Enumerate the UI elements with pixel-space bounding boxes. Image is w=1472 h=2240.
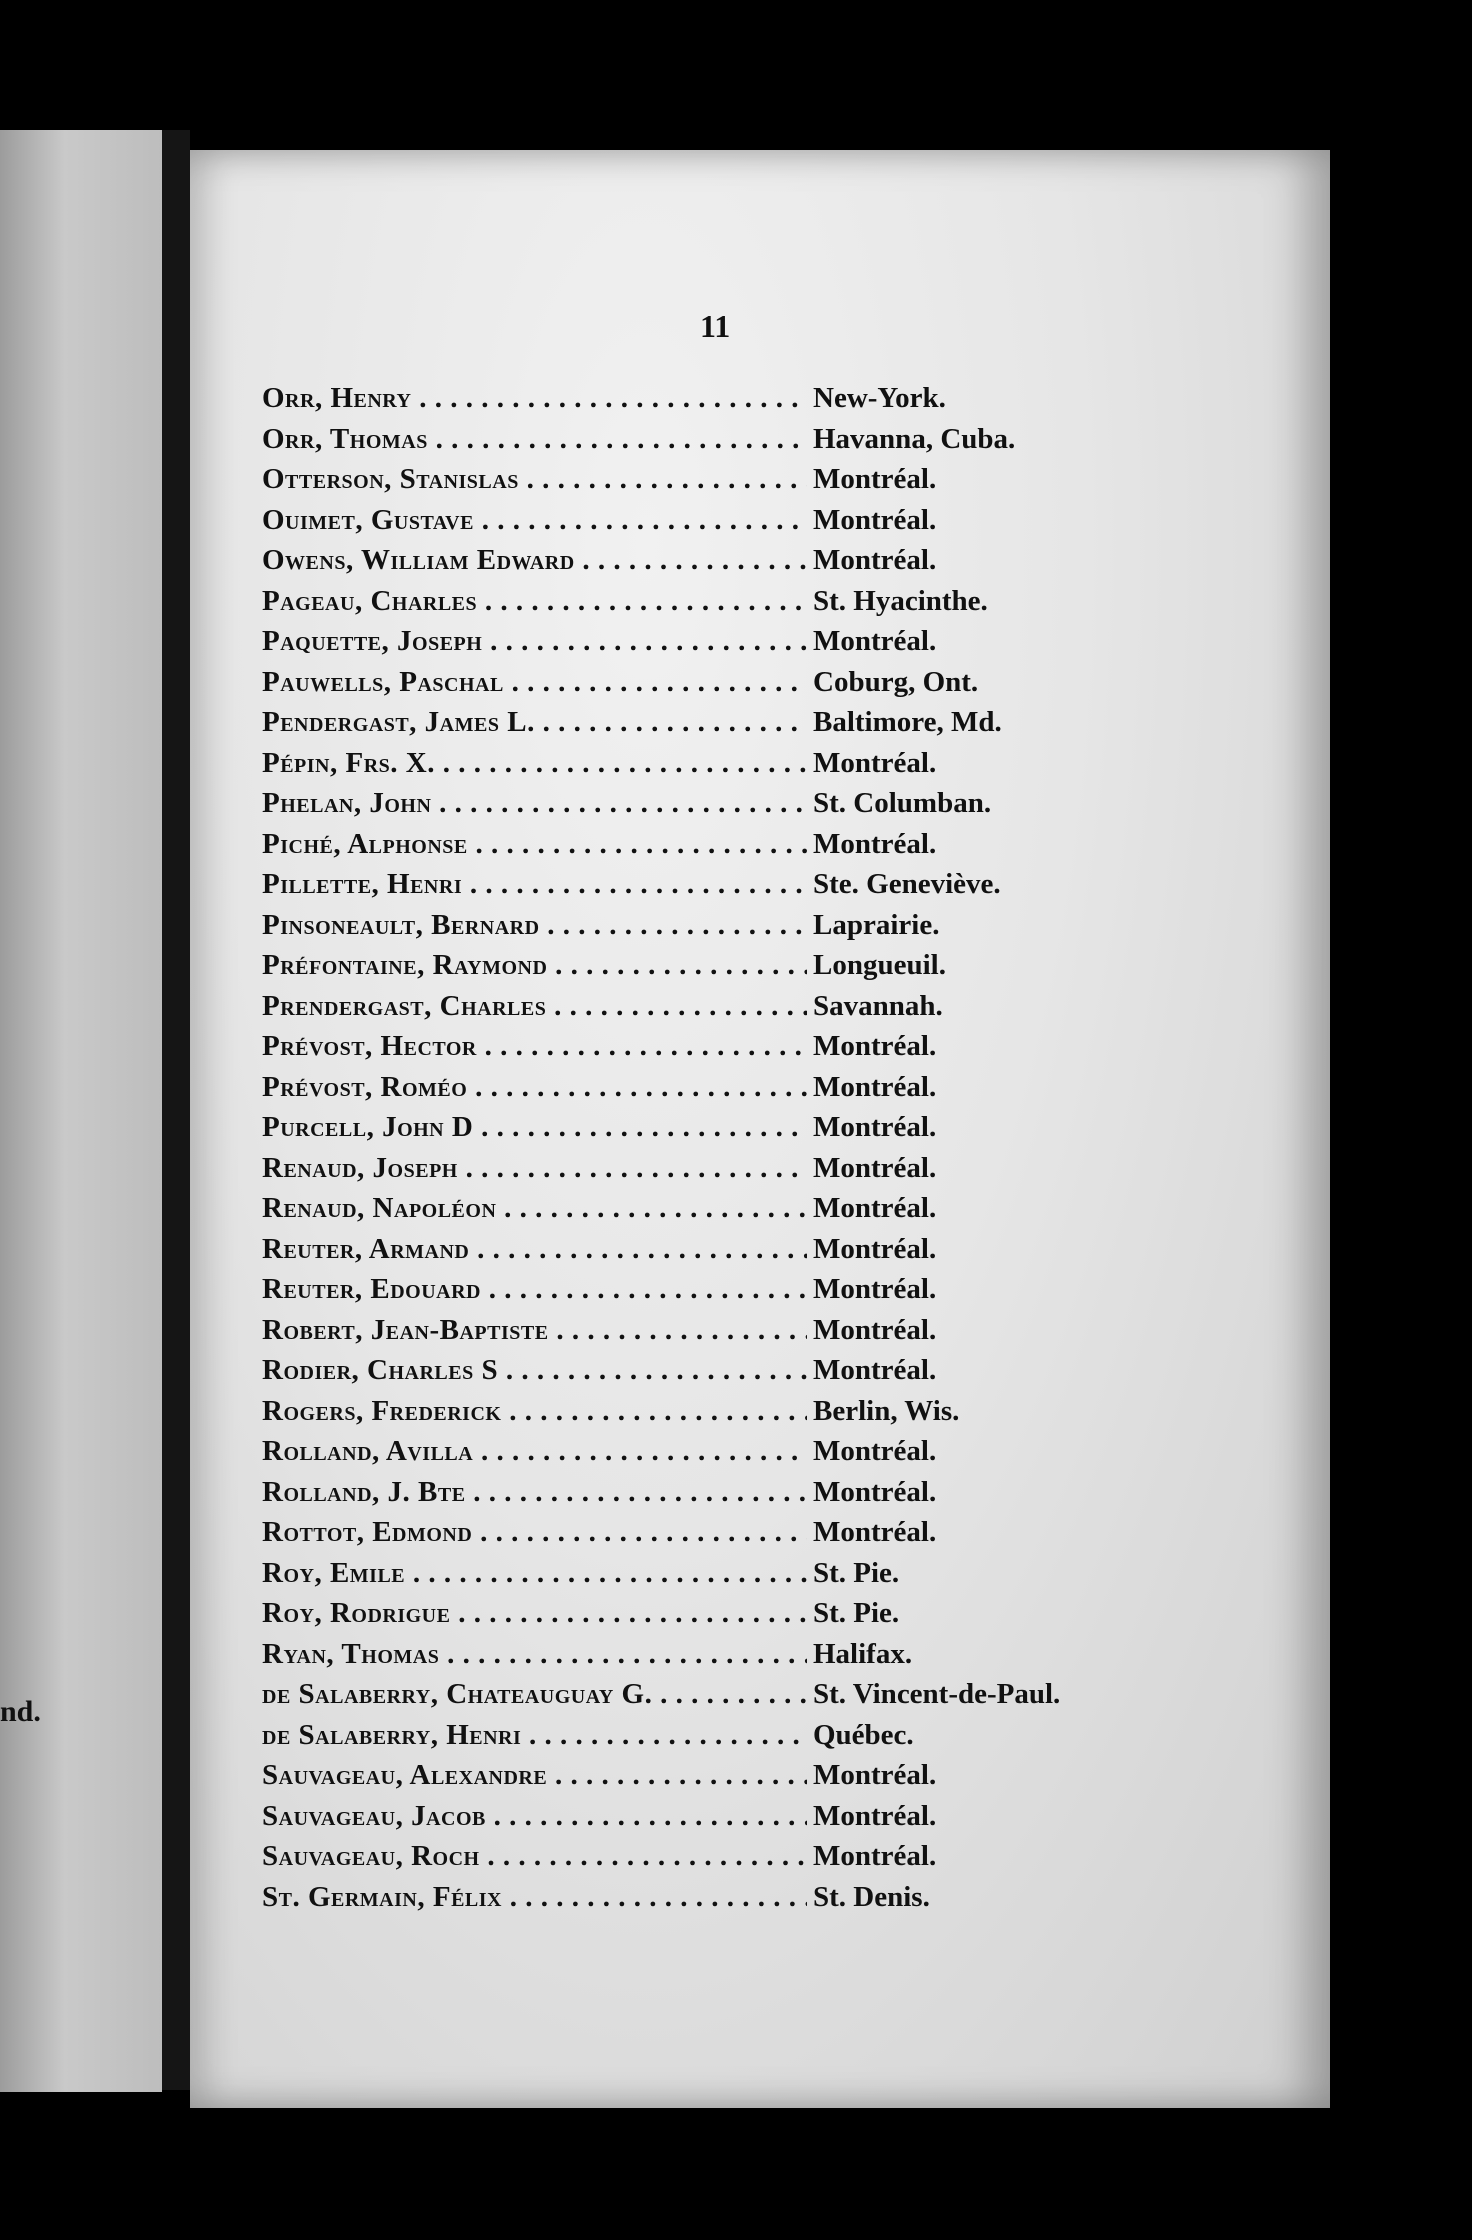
entry-name: Piché, Alphonse . . . [262, 824, 807, 865]
list-item [262, 540, 1062, 581]
entry-name: Renaud, Joseph . . . [262, 1148, 807, 1189]
list-item [262, 1593, 1062, 1634]
list-item [262, 1877, 1062, 1918]
entry-name: Pillette, Henri . . . [262, 864, 807, 905]
entry-name: Ryan, Thomas . . . [262, 1634, 807, 1675]
entry-name: Pendergast, James L. . . . [262, 702, 807, 743]
list-item [262, 662, 1062, 703]
entry-name: Orr, Thomas . . . [262, 419, 807, 460]
list-item [262, 1472, 1062, 1513]
entry-name: Sauvageau, Roch . . . [262, 1836, 807, 1877]
entry-place: Coburg, Ont. [813, 665, 979, 698]
entry-name: Sauvageau, Alexandre . . . [262, 1755, 807, 1796]
entry-name: Phelan, John . . . [262, 783, 807, 824]
entry-place: Montréal. [813, 746, 937, 779]
list-item [262, 743, 1062, 784]
list-item [262, 1188, 1062, 1229]
entry-place: Montréal. [813, 1151, 937, 1184]
entry-place: Baltimore, Md. [813, 706, 1002, 738]
list-item [262, 1148, 1062, 1189]
entry-place: St. Pie. [813, 1556, 900, 1589]
entry-place: Montréal. [813, 1030, 937, 1062]
list-item [262, 581, 1062, 622]
list-item [262, 1755, 1062, 1796]
entry-place: Halifax. [813, 1637, 913, 1670]
list-item [262, 1107, 1062, 1148]
entry-place: Berlin, Wis. [813, 1394, 960, 1427]
entry-name: Rolland, Avilla . . . [262, 1431, 807, 1472]
list-item [262, 1634, 1062, 1675]
entry-name: Rogers, Frederick . . . [262, 1391, 807, 1432]
entry-place: Montréal. [813, 463, 937, 495]
left-page-fragment: nd. [0, 1695, 41, 1728]
entry-place: St. Denis. [813, 1880, 930, 1913]
list-item [262, 783, 1062, 824]
entry-place: Montréal. [813, 1516, 937, 1548]
entry-place: Montréal. [813, 1354, 937, 1386]
entry-name: Robert, Jean-Baptiste . . . [262, 1310, 807, 1351]
entry-name: Otterson, Stanislas . . . [262, 459, 807, 500]
entry-place: Montréal. [813, 1759, 937, 1791]
list-item [262, 945, 1062, 986]
entry-place: Montréal. [813, 1840, 937, 1872]
entry-name: Roy, Rodrigue . . . [262, 1593, 807, 1634]
entry-place: St. Hyacinthe. [813, 584, 988, 617]
entry-name: Rottot, Edmond . . . [262, 1512, 807, 1553]
entry-place: Québec. [813, 1718, 914, 1751]
entry-name: Renaud, Napoléon . . . [262, 1188, 807, 1229]
entry-place: Laprairie. [813, 908, 940, 941]
entry-place: Longueuil. [813, 949, 946, 981]
entry-place: Montréal. [813, 1435, 937, 1467]
list-item [262, 1269, 1062, 1310]
list-item [262, 824, 1062, 865]
entry-place: Montréal. [813, 1070, 937, 1103]
list-item [262, 702, 1062, 743]
list-item [262, 1391, 1062, 1432]
entry-name: Prévost, Hector . . . [262, 1026, 807, 1067]
entry-place: Montréal. [813, 544, 937, 576]
list-item [262, 1350, 1062, 1391]
entry-name: Prendergast, Charles . . . [262, 986, 807, 1027]
list-item [262, 1310, 1062, 1351]
entry-place: Havanna, Cuba. [813, 422, 1016, 455]
entry-name: Pinsoneault, Bernard . . . [262, 905, 807, 946]
entry-place: New-York. [813, 382, 946, 414]
entry-name: Ouimet, Gustave . . . [262, 500, 807, 541]
list-item [262, 1796, 1062, 1837]
list-item [262, 864, 1062, 905]
entry-name: Purcell, John D . . . [262, 1107, 807, 1148]
entry-place: Montréal. [813, 827, 937, 860]
entry-name: Owens, William Edward . . . [262, 540, 807, 581]
entry-name: Pageau, Charles . . . [262, 581, 807, 622]
entry-name: Reuter, Armand . . . [262, 1229, 807, 1270]
left-page [0, 130, 162, 2092]
page-number: 11 [700, 308, 731, 344]
entry-place: Montréal. [813, 1273, 937, 1305]
list-item [262, 1026, 1062, 1067]
list-item [262, 986, 1062, 1027]
entry-place: Montréal. [813, 1111, 937, 1143]
list-item [262, 1067, 1062, 1108]
entry-name: Rolland, J. Bte . . . [262, 1472, 807, 1513]
entry-name: Roy, Emile . . . [262, 1553, 807, 1594]
entry-place: Ste. Geneviève. [813, 868, 1001, 900]
list-item [262, 621, 1062, 662]
list-item [262, 1229, 1062, 1270]
list-item [262, 1674, 1062, 1715]
entry-place: Montréal. [813, 1313, 937, 1346]
entry-name: de Salaberry, Chateauguay G. . . . [262, 1674, 807, 1715]
entry-place: Montréal. [813, 1192, 937, 1224]
entry-name: Prévost, Roméo . . . [262, 1067, 807, 1108]
entry-name: Rodier, Charles S . . . [262, 1350, 807, 1391]
entry-place: St. Vincent-de-Paul. [813, 1678, 1061, 1710]
book-gutter [162, 130, 190, 2090]
list-item [262, 500, 1062, 541]
list-item [262, 419, 1062, 460]
entry-name: Orr, Henry . . . [262, 378, 807, 419]
entry-place: Montréal. [813, 503, 937, 536]
entry-name: de Salaberry, Henri . . . [262, 1715, 807, 1756]
list-item [262, 1553, 1062, 1594]
list-item [262, 905, 1062, 946]
list-item [262, 1431, 1062, 1472]
list-item [262, 459, 1062, 500]
entry-name: Reuter, Edouard . . . [262, 1269, 807, 1310]
entry-place: Montréal. [813, 625, 937, 657]
list-item [262, 378, 1062, 419]
entry-place: St. Pie. [813, 1597, 900, 1629]
entry-place: Montréal. [813, 1799, 937, 1832]
entry-place: Montréal. [813, 1232, 937, 1265]
entry-name: Préfontaine, Raymond . . . [262, 945, 807, 986]
list-item [262, 1836, 1062, 1877]
entry-place: Montréal. [813, 1475, 937, 1508]
entry-list [262, 378, 1062, 1917]
entry-place: Savannah. [813, 989, 943, 1022]
entry-place: St. Columban. [813, 787, 992, 819]
entry-name: Pauwells, Paschal . . . [262, 662, 807, 703]
list-item [262, 1715, 1062, 1756]
entry-name: Sauvageau, Jacob . . . [262, 1796, 807, 1837]
entry-name: Paquette, Joseph . . . [262, 621, 807, 662]
entry-name: Pépin, Frs. X. . . . [262, 743, 807, 784]
entry-name: St. Germain, Félix . . . [262, 1877, 807, 1918]
list-item [262, 1512, 1062, 1553]
